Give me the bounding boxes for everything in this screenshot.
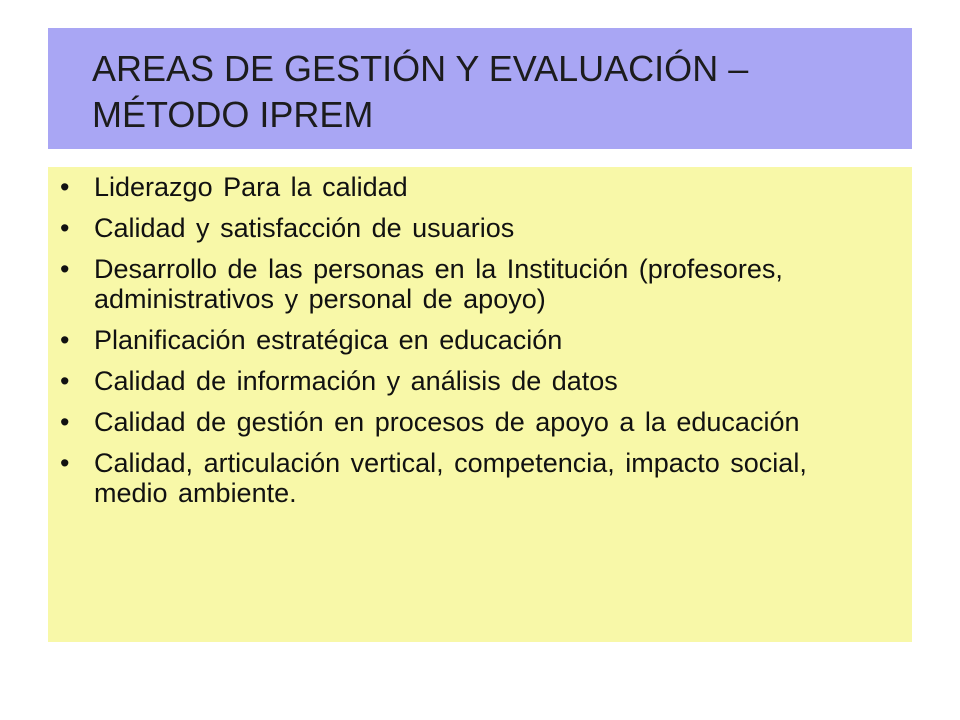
bullet-item — [48, 254, 882, 314]
bullet-text: Calidad de información y análisis de datos — [94, 366, 618, 396]
bullet-icon: • — [60, 325, 70, 355]
bullet-text: Calidad, articulación vertical, competencia, impacto social, medio ambiente. — [94, 448, 807, 508]
bullet-icon: • — [60, 213, 70, 243]
bullet-item — [48, 366, 882, 396]
bullet-list — [48, 172, 882, 508]
bullet-item — [48, 213, 882, 243]
bullet-item — [48, 172, 882, 202]
bullet-text: Planificación estratégica en educación — [94, 325, 563, 355]
bullet-icon: • — [60, 407, 70, 437]
bullet-text: Calidad y satisfacción de usuarios — [94, 213, 515, 243]
slide-title: AREAS DE GESTIÓN Y EVALUACIÓN – MÉTODO IPREM — [92, 48, 749, 135]
slide-title-box — [48, 28, 912, 149]
slide-content-box — [48, 167, 912, 642]
bullet-icon: • — [60, 448, 70, 478]
bullet-text: Liderazgo Para la calidad — [94, 172, 408, 202]
bullet-item — [48, 407, 882, 437]
bullet-item — [48, 448, 882, 508]
bullet-icon: • — [60, 254, 70, 284]
bullet-item — [48, 325, 882, 355]
bullet-icon: • — [60, 366, 70, 396]
bullet-text: Desarrollo de las personas en la Institución (profesores, administrativos y personal de apoyo) — [94, 254, 783, 314]
bullet-text: Calidad de gestión en procesos de apoyo a la educación — [94, 407, 800, 437]
bullet-icon: • — [60, 172, 70, 202]
